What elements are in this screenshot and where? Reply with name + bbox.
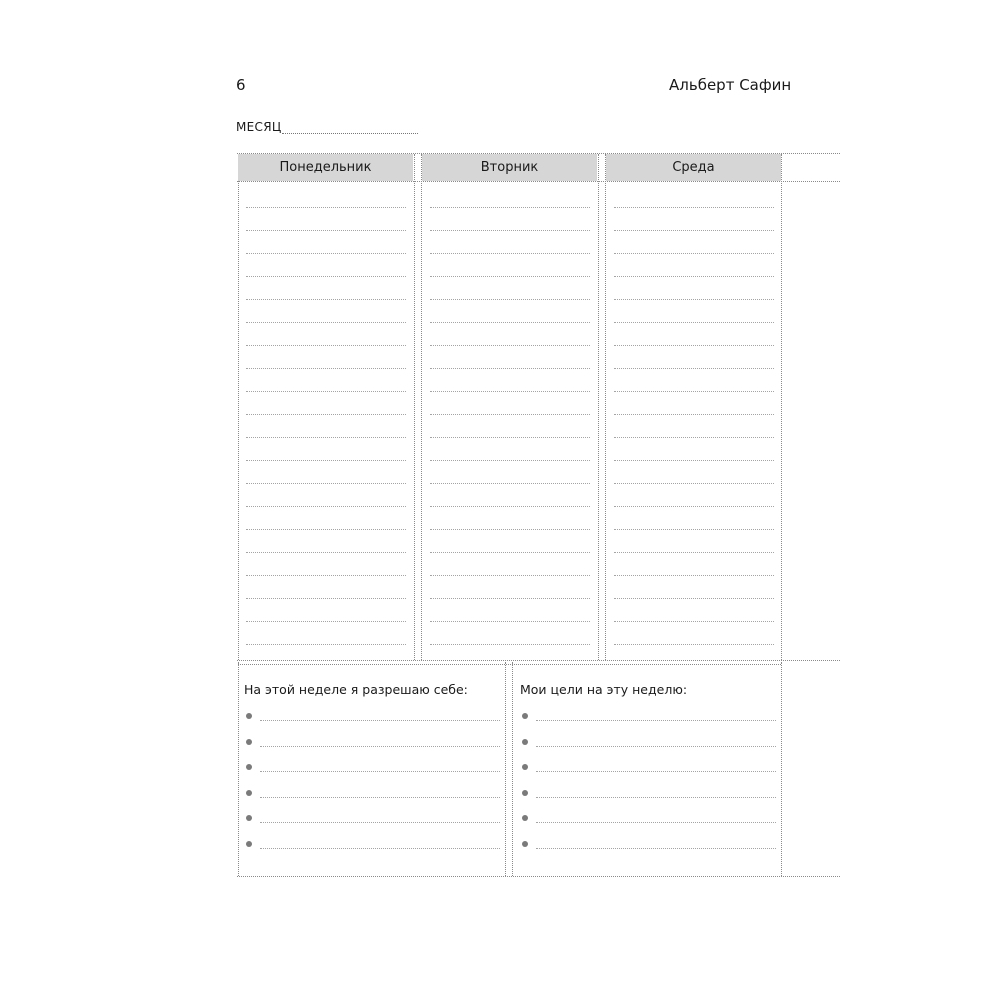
- day-write-line[interactable]: [430, 598, 590, 599]
- goal-write-line[interactable]: [536, 771, 776, 772]
- day-write-line[interactable]: [430, 253, 590, 254]
- day-column-rule: [598, 154, 599, 660]
- day-write-line[interactable]: [614, 207, 774, 208]
- day-write-line[interactable]: [614, 621, 774, 622]
- day-write-line[interactable]: [246, 575, 406, 576]
- day-header-wednesday: Среда: [606, 154, 781, 181]
- day-write-line[interactable]: [246, 414, 406, 415]
- header-bottom-border: [237, 181, 840, 182]
- day-write-line[interactable]: [614, 529, 774, 530]
- day-write-line[interactable]: [614, 345, 774, 346]
- day-write-line[interactable]: [430, 437, 590, 438]
- goal-write-line[interactable]: [536, 720, 776, 721]
- day-write-line[interactable]: [430, 368, 590, 369]
- day-column-rule: [605, 154, 606, 660]
- day-write-line[interactable]: [430, 414, 590, 415]
- day-write-line[interactable]: [246, 621, 406, 622]
- day-write-line[interactable]: [430, 207, 590, 208]
- permission-write-line[interactable]: [260, 771, 500, 772]
- day-write-line[interactable]: [614, 575, 774, 576]
- day-column-rule: [421, 154, 422, 660]
- day-write-line[interactable]: [614, 276, 774, 277]
- permission-write-line[interactable]: [260, 797, 500, 798]
- day-column-rule: [414, 154, 415, 660]
- box-column-rule: [505, 662, 506, 876]
- day-write-line[interactable]: [246, 644, 406, 645]
- day-write-line[interactable]: [246, 299, 406, 300]
- permission-bullet: [246, 764, 252, 770]
- goal-bullet: [522, 713, 528, 719]
- days-bottom-border: [237, 660, 840, 661]
- permission-bullet: [246, 713, 252, 719]
- day-write-line[interactable]: [246, 391, 406, 392]
- day-header-monday: Понедельник: [238, 154, 413, 181]
- goal-bullet: [522, 790, 528, 796]
- goal-write-line[interactable]: [536, 797, 776, 798]
- day-write-line[interactable]: [430, 276, 590, 277]
- day-write-line[interactable]: [614, 230, 774, 231]
- permission-bullet: [246, 790, 252, 796]
- day-write-line[interactable]: [430, 529, 590, 530]
- day-write-line[interactable]: [614, 552, 774, 553]
- month-label: МЕСЯЦ: [236, 120, 282, 134]
- box-column-rule: [512, 662, 513, 876]
- goal-write-line[interactable]: [536, 746, 776, 747]
- permission-write-line[interactable]: [260, 848, 500, 849]
- month-field[interactable]: [236, 120, 426, 136]
- day-write-line[interactable]: [614, 322, 774, 323]
- permission-bullet: [246, 815, 252, 821]
- day-write-line[interactable]: [430, 322, 590, 323]
- day-write-line[interactable]: [614, 460, 774, 461]
- box-column-rule: [238, 662, 239, 876]
- day-write-line[interactable]: [614, 598, 774, 599]
- author-name: Альберт Сафин: [669, 76, 792, 94]
- goal-bullet: [522, 764, 528, 770]
- day-write-line[interactable]: [246, 230, 406, 231]
- goal-bullet: [522, 841, 528, 847]
- permission-write-line[interactable]: [260, 822, 500, 823]
- day-write-line[interactable]: [246, 437, 406, 438]
- goal-bullet: [522, 739, 528, 745]
- day-write-line[interactable]: [614, 299, 774, 300]
- day-write-line[interactable]: [614, 644, 774, 645]
- month-blank-line[interactable]: [282, 133, 418, 134]
- box-column-rule: [781, 662, 782, 876]
- day-write-line[interactable]: [430, 575, 590, 576]
- day-write-line[interactable]: [430, 460, 590, 461]
- day-write-line[interactable]: [430, 621, 590, 622]
- permission-bullet: [246, 841, 252, 847]
- day-write-line[interactable]: [430, 483, 590, 484]
- grid-bottom-border: [237, 876, 840, 877]
- day-write-line[interactable]: [614, 391, 774, 392]
- goal-write-line[interactable]: [536, 848, 776, 849]
- day-write-line[interactable]: [246, 552, 406, 553]
- day-write-line[interactable]: [246, 276, 406, 277]
- day-write-line[interactable]: [614, 483, 774, 484]
- day-write-line[interactable]: [246, 529, 406, 530]
- day-write-line[interactable]: [246, 483, 406, 484]
- day-write-line[interactable]: [246, 460, 406, 461]
- permission-bullet: [246, 739, 252, 745]
- page-number: 6: [236, 76, 246, 94]
- day-write-line[interactable]: [246, 598, 406, 599]
- day-write-line[interactable]: [246, 207, 406, 208]
- permissions-box-title: На этой неделе я разрешаю себе:: [244, 682, 468, 697]
- day-write-line[interactable]: [614, 506, 774, 507]
- day-write-line[interactable]: [430, 506, 590, 507]
- goal-bullet: [522, 815, 528, 821]
- day-write-line[interactable]: [246, 253, 406, 254]
- day-column-rule: [781, 154, 782, 660]
- day-write-line[interactable]: [614, 253, 774, 254]
- day-write-line[interactable]: [430, 230, 590, 231]
- permission-write-line[interactable]: [260, 720, 500, 721]
- goals-box-title: Мои цели на эту неделю:: [520, 682, 688, 697]
- day-write-line[interactable]: [430, 299, 590, 300]
- permission-write-line[interactable]: [260, 746, 500, 747]
- day-write-line[interactable]: [430, 644, 590, 645]
- day-write-line[interactable]: [614, 437, 774, 438]
- day-column-rule: [238, 154, 239, 660]
- day-write-line[interactable]: [430, 552, 590, 553]
- day-separator-rule: [238, 664, 781, 665]
- day-write-line[interactable]: [614, 368, 774, 369]
- day-write-line[interactable]: [246, 506, 406, 507]
- day-header-tuesday: Вторник: [422, 154, 597, 181]
- day-write-line[interactable]: [430, 391, 590, 392]
- day-write-line[interactable]: [246, 368, 406, 369]
- day-write-line[interactable]: [246, 345, 406, 346]
- day-write-line[interactable]: [614, 414, 774, 415]
- day-write-line[interactable]: [430, 345, 590, 346]
- goal-write-line[interactable]: [536, 822, 776, 823]
- day-write-line[interactable]: [246, 322, 406, 323]
